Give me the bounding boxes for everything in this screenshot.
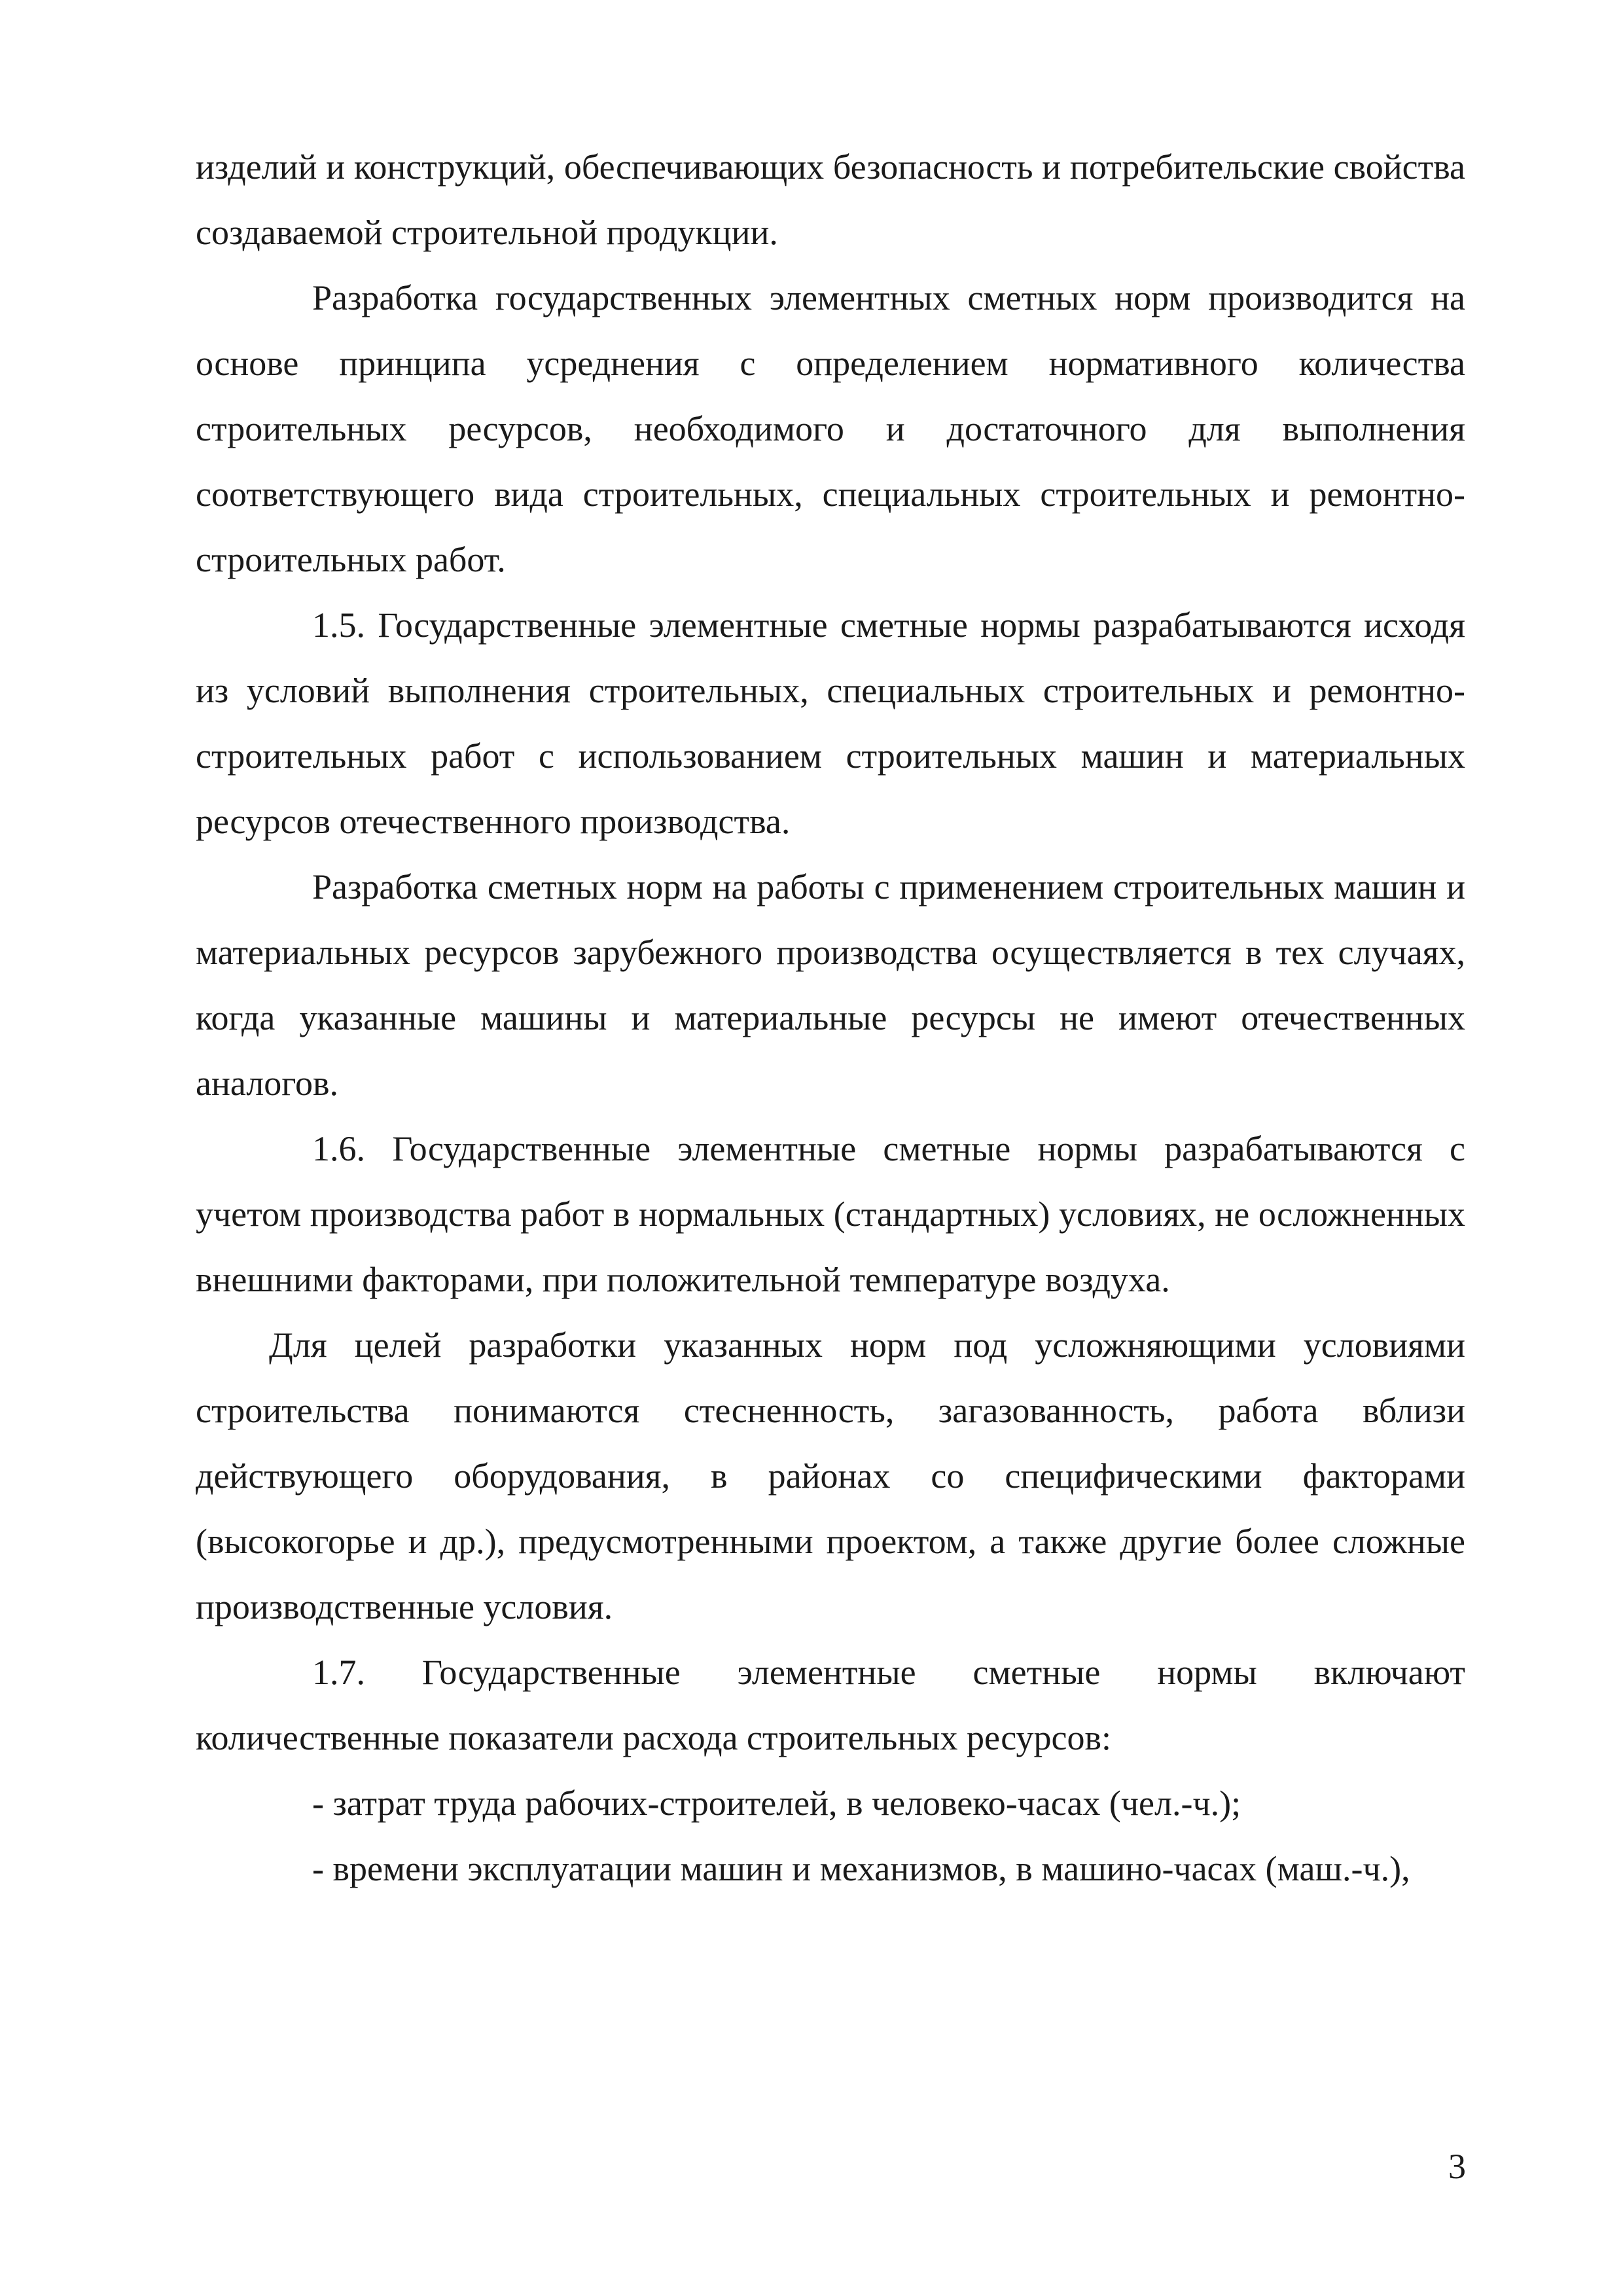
- page-number: 3: [1448, 2147, 1466, 2186]
- paragraph-continuation: изделий и конструкций, обеспечивающих безопасность и потребительские свойства создаваемой строительной продукции.: [196, 147, 1465, 252]
- paragraph-complicating-conditions: Для целей разработки указанных норм под усложняющими условиями строительства понимаются стесненность, загазованность, работа вблизи действующего оборудования, в районах со специфическими факторами (высокогорье и др.), предусмотренными проектом, а также другие более сложные производственные условия.: [196, 1325, 1465, 1626]
- paragraph-1-6: 1.6. Государственные элементные сметные нормы разрабатываются с учетом производства работ в нормальных (стандартных) условиях, не осложненных внешними факторами, при положительной температуре воздуха.: [196, 1129, 1465, 1299]
- paragraph-development-principle: Разработка государственных элементных сметных норм производится на основе принципа усреднения с определением нормативного количества строительных ресурсов, необходимого и достаточного для выполнения соответствующего вида строительных, специальных строительных и ремонтно-строительных работ.: [196, 278, 1465, 579]
- list-item-labor: - затрат труда рабочих-строителей, в человеко-часах (чел.-ч.);: [312, 1784, 1241, 1823]
- paragraph-foreign-resources: Разработка сметных норм на работы с применением строительных машин и материальных ресурсов зарубежного производства осуществляется в тех случаях, когда указанные машины и материальные ресурсы не имеют отечественных аналогов.: [196, 867, 1465, 1103]
- body-text: [196, 134, 1465, 1901]
- list-item-machines: - времени эксплуатации машин и механизмов, в машино-часах (маш.-ч.),: [312, 1849, 1410, 1888]
- paragraph-1-5: 1.5. Государственные элементные сметные нормы разрабатываются исходя из условий выполнения строительных, специальных строительных и ремонтно-строительных работ с использованием строительных машин и материальных ресурсов отечественного производства.: [196, 605, 1465, 841]
- paragraph-1-7: 1.7. Государственные элементные сметные нормы включают количественные показатели расхода строительных ресурсов:: [196, 1653, 1465, 1757]
